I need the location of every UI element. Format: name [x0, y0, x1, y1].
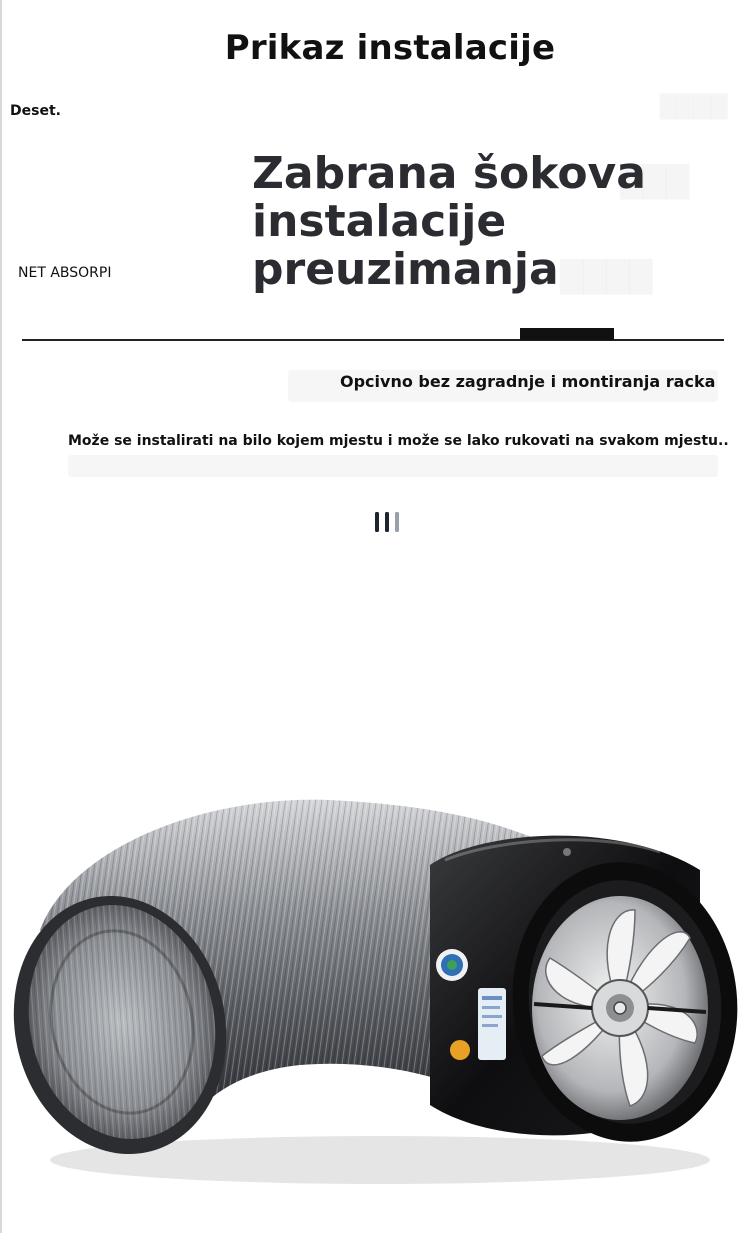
headline-line-3: preuzimanja — [252, 244, 559, 295]
description: Može se instalirati na bilo kojem mjestu i može se lako rukovati na svakom mjestu.. — [68, 433, 729, 449]
headline-line-2: instalacije — [252, 196, 507, 247]
haze-decoration — [68, 455, 718, 477]
product-image — [0, 760, 750, 1200]
ghost-text-decoration — [660, 95, 728, 120]
subheading: Opcivno bez zagradnje i montiranja racka — [340, 372, 716, 391]
page-title: Prikaz instalacije — [224, 28, 556, 68]
side-label-mid: NET ABSORPI — [18, 265, 112, 281]
headline-line-1: Zabrana šokova — [252, 148, 646, 199]
section-rule — [22, 339, 724, 341]
three-bars-icon — [373, 510, 405, 534]
headline — [252, 150, 646, 294]
section-rule-accent — [520, 328, 614, 340]
side-label-top: Deset. — [10, 103, 61, 119]
